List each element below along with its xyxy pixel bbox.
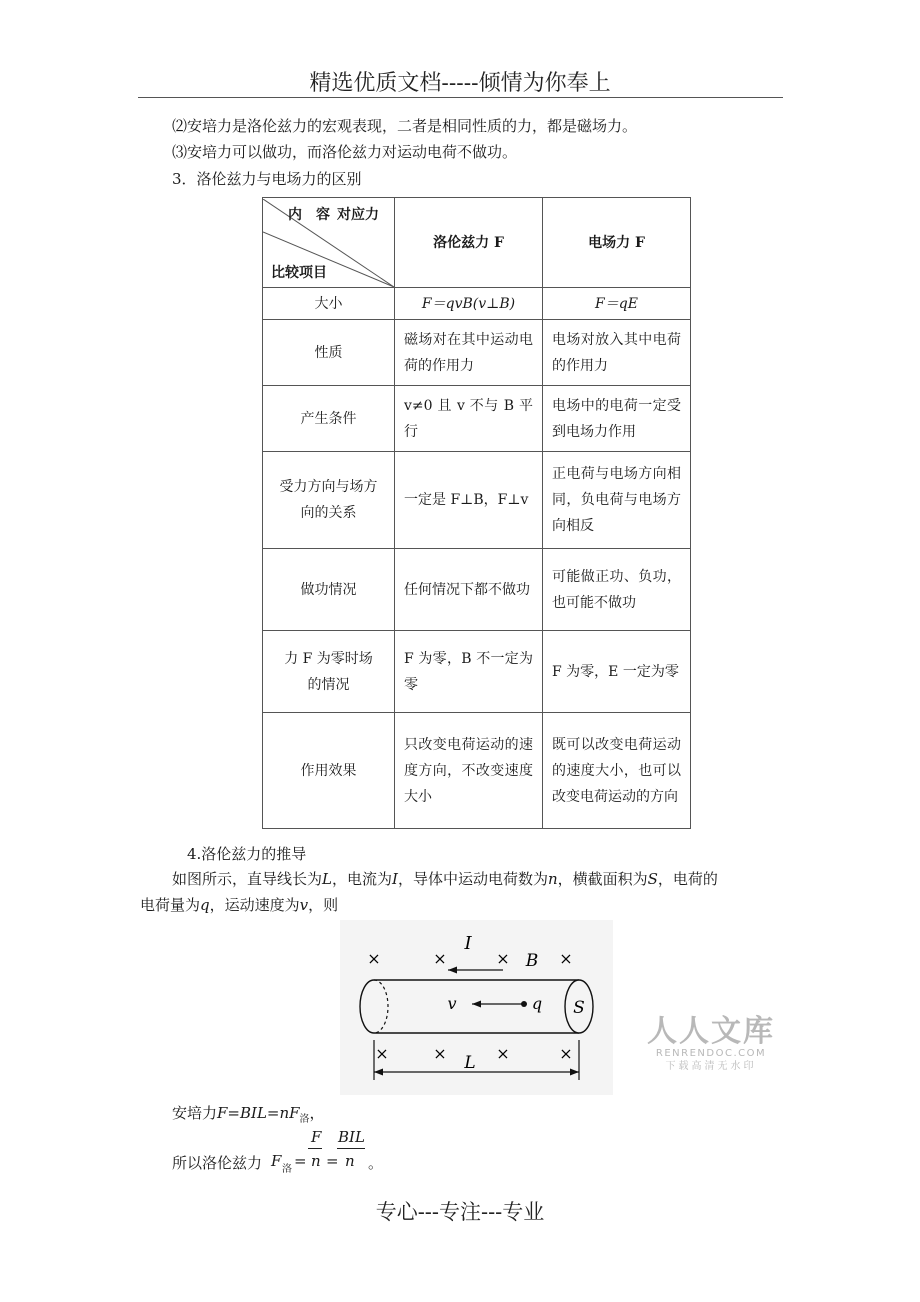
- row-item: 大小: [263, 288, 395, 320]
- row-electric: F＝qE: [543, 288, 691, 320]
- row-lorentz: v≠0 且 v 不与 B 平行: [395, 386, 543, 452]
- text: 所以洛伦兹力: [172, 1154, 263, 1172]
- row-electric: 电场对放入其中电荷的作用力: [543, 320, 691, 386]
- row-lorentz: 一定是 F⊥B，F⊥v: [395, 452, 543, 549]
- row-lorentz: F 为零，B 不一定为零: [395, 631, 543, 713]
- row-electric: 电场中的电荷一定受到电场力作用: [543, 386, 691, 452]
- ampere-force-line: [172, 1102, 325, 1125]
- row-lorentz: 任何情况下都不做功: [395, 549, 543, 631]
- var-q: q: [200, 896, 210, 914]
- table-row: [263, 713, 691, 829]
- var-S: S: [647, 870, 658, 888]
- cross-mark: ×: [433, 1044, 447, 1063]
- velocity-arrow-head: [472, 1001, 481, 1008]
- row-electric: 正电荷与电场方向相同，负电荷与电场方向相反: [543, 452, 691, 549]
- fraction-2-numerator: BIL: [338, 1128, 365, 1146]
- var-I: I: [392, 870, 398, 888]
- text: ，导体中运动电荷数为: [397, 870, 548, 888]
- fraction-2-denominator: n: [345, 1152, 355, 1170]
- cross-mark: ×: [367, 949, 381, 968]
- paragraph-ampere-3: ⑶安培力可以做功，而洛伦兹力对运动电荷不做功。: [172, 143, 518, 161]
- fraction-1-numerator: F: [311, 1128, 322, 1146]
- cross-mark: ×: [559, 949, 573, 968]
- var-v: v: [299, 896, 309, 914]
- row-item: 力 F 为零时场的情况: [263, 631, 395, 713]
- text: ，横截面积为: [557, 870, 648, 888]
- header-divider: [138, 97, 783, 98]
- watermark-logo: [646, 1016, 776, 1074]
- table-row: [263, 549, 691, 631]
- text: ，则: [308, 896, 339, 914]
- length-arrow-left: [374, 1069, 383, 1076]
- text: ，电流为: [331, 870, 392, 888]
- page-header: 精选优质文档-----倾情为你奉上: [309, 71, 611, 96]
- table-row: [263, 386, 691, 452]
- equals: =: [294, 1152, 307, 1170]
- row-electric: 可能做正功、负功，也可能不做功: [543, 549, 691, 631]
- row-electric: 既可以改变电荷运动的速度大小，也可以改变电荷运动的方向: [543, 713, 691, 829]
- cylinder-hidden-edge: [374, 980, 388, 1033]
- var-L: L: [322, 870, 332, 888]
- paragraph-ampere-2: ⑵安培力是洛伦兹力的宏观表现，二者是相同性质的力，都是磁场力。: [172, 117, 638, 135]
- watermark-name: 人人文库: [647, 1014, 775, 1049]
- cross-mark: ×: [433, 949, 447, 968]
- row-electric: F 为零，E 一定为零: [543, 631, 691, 713]
- text: ，电荷的: [657, 870, 718, 888]
- cross-mark: ×: [496, 949, 510, 968]
- row-lorentz: F＝qvB(v⊥B): [395, 288, 543, 320]
- current-arrow-head: [448, 967, 457, 974]
- row-item: 产生条件: [263, 386, 395, 452]
- text: 电荷量为: [140, 896, 201, 914]
- cross-mark: ×: [375, 1044, 389, 1063]
- corner-force-label: 对应力: [337, 206, 379, 223]
- row-item: 作用效果: [263, 713, 395, 829]
- var-n: n: [547, 870, 558, 888]
- header-lorentz: 洛伦兹力 F: [395, 198, 543, 288]
- length-arrow-right: [570, 1069, 579, 1076]
- fraction-2-bar: [337, 1148, 365, 1149]
- section-3-heading: 3．洛伦兹力与电场力的区别: [172, 170, 362, 188]
- label-length: L: [464, 1053, 476, 1073]
- row-item: 性质: [263, 320, 395, 386]
- corner-item-label: 比较项目: [271, 264, 327, 281]
- subscript: 洛: [299, 1114, 310, 1125]
- label-area: S: [573, 998, 585, 1018]
- watermark-slogan: 下载高清无水印: [665, 1061, 757, 1072]
- derivation-line-1: [172, 868, 718, 889]
- text: ，: [309, 1104, 325, 1122]
- header-electric: 电场力 F: [543, 198, 691, 288]
- derivation-line-2: [140, 894, 338, 915]
- text: ，运动速度为: [209, 896, 300, 914]
- corner-content-label: 内 容: [288, 206, 330, 223]
- row-item: 做功情况: [263, 549, 395, 631]
- period: 。: [368, 1154, 384, 1172]
- text: 安培力: [172, 1104, 218, 1122]
- formula: F=BIL=nF: [217, 1104, 300, 1122]
- table-corner-cell: [263, 198, 395, 288]
- table-row: [263, 631, 691, 713]
- cross-mark: ×: [496, 1044, 510, 1063]
- label-field: B: [525, 951, 539, 971]
- comparison-table: [262, 197, 691, 829]
- label-current: I: [464, 933, 472, 954]
- charge-dot: [521, 1001, 527, 1007]
- watermark-domain: RENRENDOC.COM: [655, 1048, 767, 1059]
- label-velocity: v: [447, 994, 457, 1013]
- cylinder-left-edge: [360, 980, 374, 1033]
- cross-mark: ×: [559, 1044, 573, 1063]
- section-4-heading: 4.洛伦兹力的推导: [187, 845, 307, 863]
- text: 如图所示，直导线长为: [172, 870, 323, 888]
- fraction-1-denominator: n: [311, 1152, 321, 1170]
- subscript: 洛: [282, 1164, 292, 1175]
- fraction-1-bar: [308, 1148, 322, 1149]
- page-footer: 专心---专注---专业: [375, 1200, 545, 1224]
- conductor-figure: [340, 920, 613, 1095]
- row-lorentz: 磁场对在其中运动电荷的作用力: [395, 320, 543, 386]
- equals: =: [326, 1152, 339, 1170]
- table-row: [263, 452, 691, 549]
- formula-F: F: [271, 1152, 282, 1170]
- table-row: [263, 320, 691, 386]
- row-item: 受力方向与场方向的关系: [263, 452, 395, 549]
- table-row: [263, 288, 691, 320]
- row-lorentz: 只改变电荷运动的速度方向，不改变速度大小: [395, 713, 543, 829]
- label-charge: q: [531, 994, 543, 1013]
